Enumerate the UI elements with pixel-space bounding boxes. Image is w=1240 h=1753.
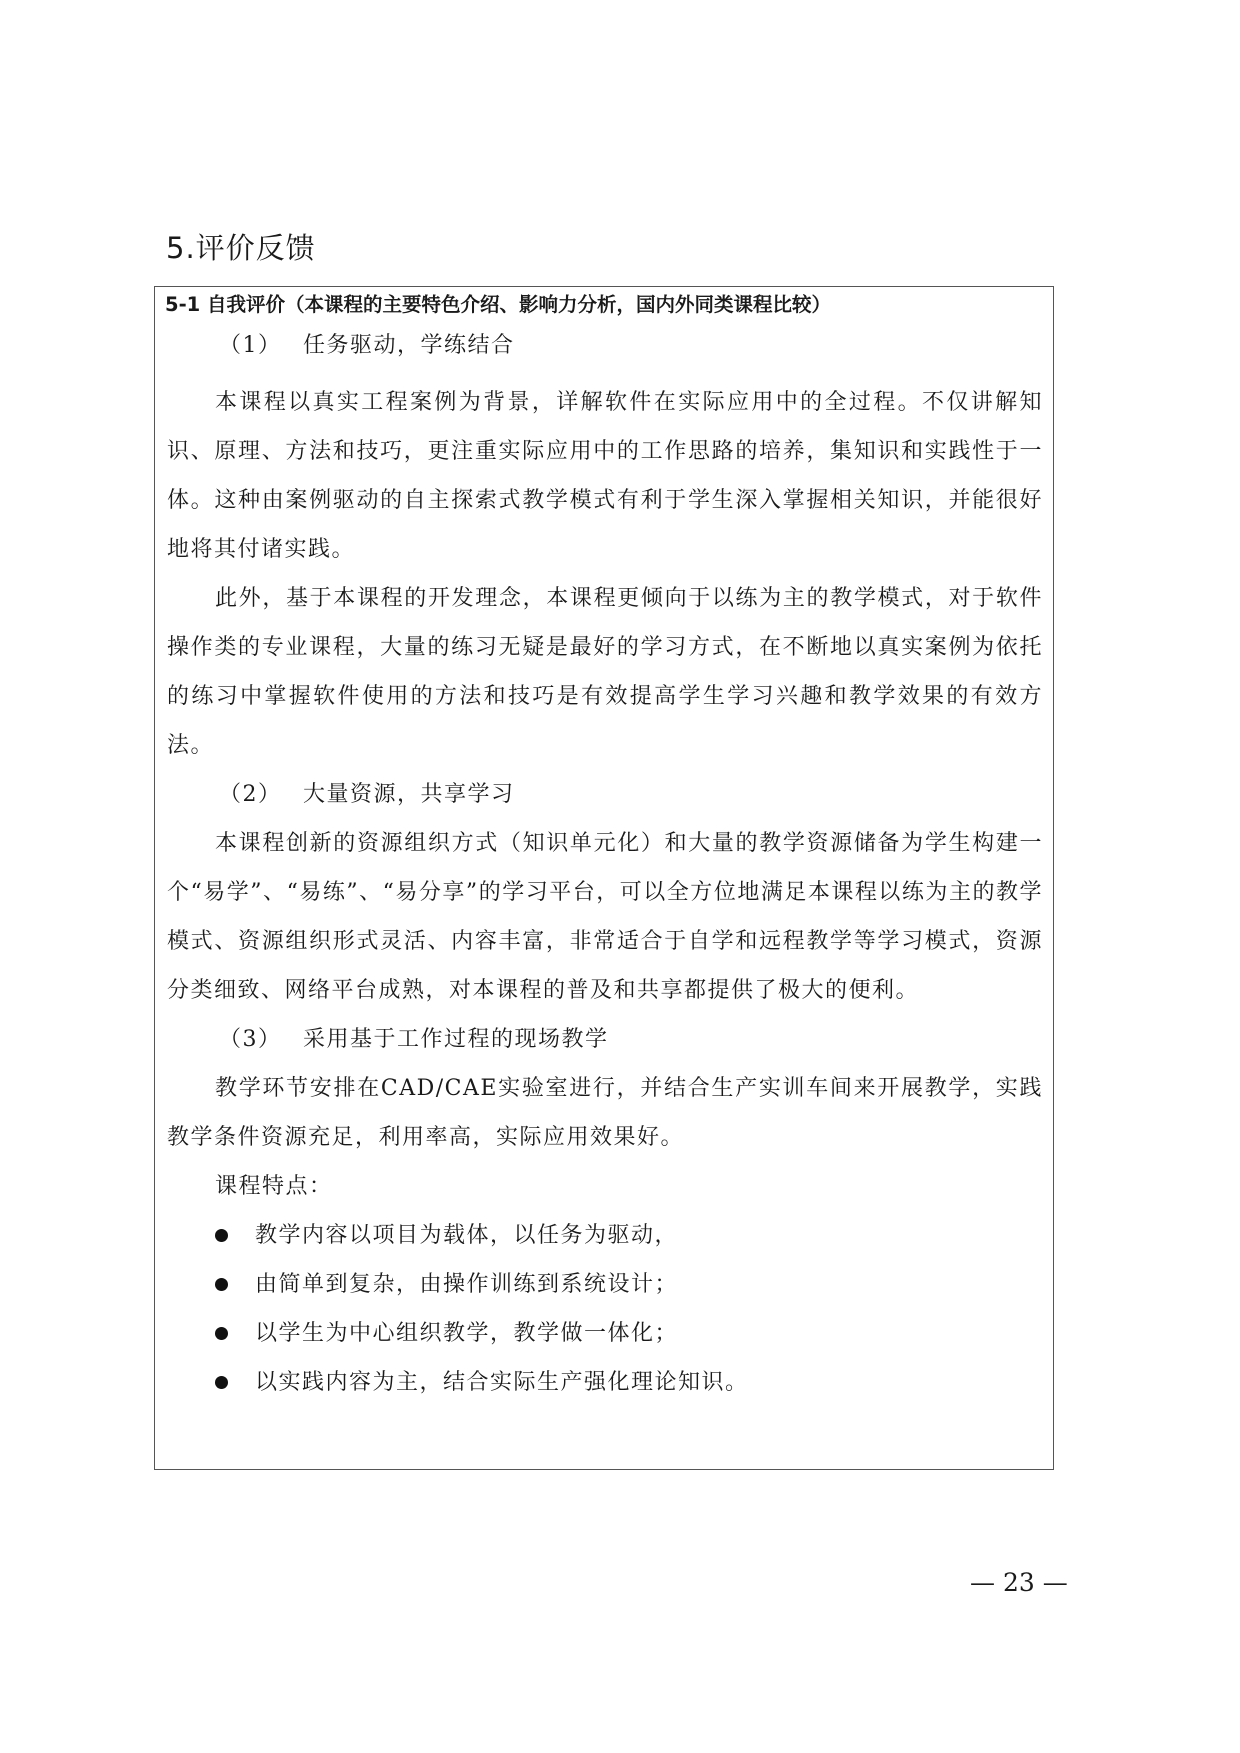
table-header: 5-1 自我评价（本课程的主要特色介绍、影响力分析，国内外同类课程比较） [165, 293, 832, 316]
bullet-dot-icon [215, 1278, 228, 1291]
feature-text: 由简单到复杂，由操作训练到系统设计； [255, 1272, 679, 1297]
list-item [167, 1260, 1043, 1309]
item-heading-2 [167, 770, 1043, 819]
item-title: 大量资源，共享学习 [303, 782, 515, 807]
item-number: （1） [219, 333, 282, 358]
paragraph: 教学环节安排在CAD/CAE实验室进行，并结合生产实训车间来开展教学，实践教学条件资源充足，利用率高，实际应用效果好。 [167, 1076, 1043, 1150]
paragraph: 本课程以真实工程案例为背景，详解软件在实际应用中的全过程。不仅讲解知识、原理、方法和技巧，更注重实际应用中的工作思路的培养，集知识和实践性于一体。这种由案例驱动的自主探索式教学模式有利于学生深入掌握相关知识，并能很好地将其付诸实践。 [167, 390, 1043, 562]
feature-text: 以实践内容为主，结合实际生产强化理论知识。 [255, 1370, 749, 1395]
paragraph: 本课程创新的资源组织方式（知识单元化）和大量的教学资源储备为学生构建一个“易学”、“易练”、“易分享”的学习平台，可以全方位地满足本课程以练为主的教学模式、资源组织形式灵活、内容丰富，非常适合于自学和远程教学等学习模式，资源分类细致、网络平台成熟，对本课程的普及和共享都提供了极大的便利。 [167, 831, 1043, 1003]
bullet-dot-icon [215, 1327, 228, 1340]
table-content [167, 321, 1043, 1407]
item-heading-1 [167, 321, 1043, 370]
feature-text: 以学生为中心组织教学，教学做一体化； [255, 1321, 679, 1346]
item-title: 采用基于工作过程的现场教学 [303, 1027, 609, 1052]
section-title: 5.评价反馈 [166, 231, 316, 265]
page-number: — 23 — [970, 1568, 1068, 1597]
feature-text: 教学内容以项目为载体，以任务为驱动， [255, 1223, 679, 1248]
features-label: 课程特点： [215, 1174, 333, 1199]
list-item [167, 1211, 1043, 1260]
item-number: （3） [219, 1027, 282, 1052]
list-item [167, 1309, 1043, 1358]
bullet-dot-icon [215, 1376, 228, 1389]
features-list [167, 1211, 1043, 1407]
item-title: 任务驱动，学练结合 [303, 333, 515, 358]
bullet-dot-icon [215, 1229, 228, 1242]
list-item [167, 1358, 1043, 1407]
item-heading-3 [167, 1015, 1043, 1064]
evaluation-table [154, 286, 1054, 1470]
item-number: （2） [219, 782, 282, 807]
paragraph: 此外，基于本课程的开发理念，本课程更倾向于以练为主的教学模式，对于软件操作类的专业课程，大量的练习无疑是最好的学习方式，在不断地以真实案例为依托的练习中掌握软件使用的方法和技巧是有效提高学生学习兴趣和教学效果的有效方法。 [167, 586, 1043, 758]
